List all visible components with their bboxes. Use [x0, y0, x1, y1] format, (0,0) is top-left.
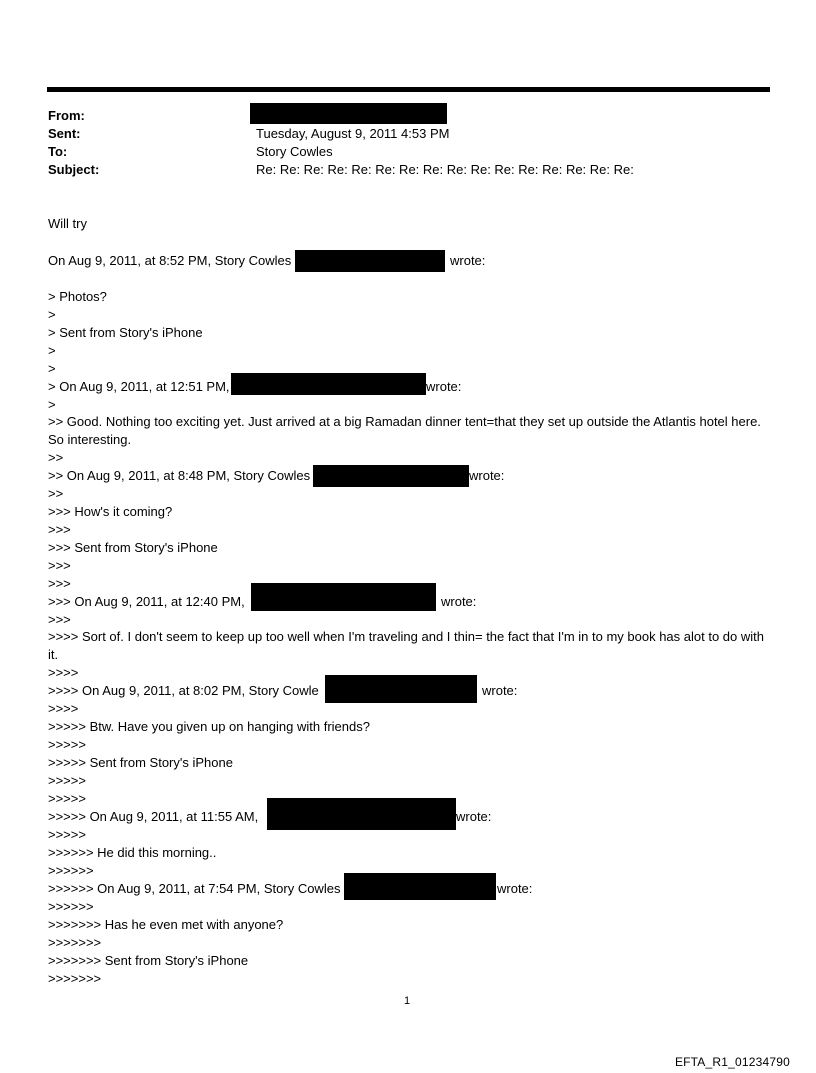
body-line: > On Aug 9, 2011, at 12:51 PM,	[48, 379, 230, 394]
body-line: >>>>>>> Has he even met with anyone?	[48, 917, 284, 932]
body-line: Will try	[48, 216, 87, 231]
redaction-email	[231, 373, 426, 395]
body-line: >> On Aug 9, 2011, at 8:48 PM, Story Cowles	[48, 468, 311, 483]
body-line: >>> On Aug 9, 2011, at 12:40 PM,	[48, 594, 245, 609]
sent-label: Sent:	[48, 126, 81, 141]
body-line: >>> Sent from Story's iPhone	[48, 540, 218, 555]
body-line: >>>>>> He did this morning..	[48, 845, 217, 860]
sent-value: Tuesday, August 9, 2011 4:53 PM	[256, 126, 450, 141]
body-line: >>>>>	[48, 791, 86, 806]
body-line: >>>>>>> Sent from Story's iPhone	[48, 953, 249, 968]
body-line: >>>>	[48, 701, 79, 716]
body-line-wrote: wrote:	[482, 683, 518, 698]
body-line-wrote: wrote:	[441, 594, 477, 609]
body-line-wrote: wrote:	[497, 881, 533, 896]
body-line: >>	[48, 450, 64, 465]
redaction-email	[295, 250, 445, 272]
body-line: >>	[48, 486, 64, 501]
body-line: >>>	[48, 558, 71, 573]
body-line: >	[48, 397, 56, 412]
body-line: >	[48, 343, 56, 358]
body-line: >>>>>>>	[48, 971, 102, 986]
body-line-wrote: wrote:	[456, 809, 492, 824]
body-line: >>>>>	[48, 773, 86, 788]
body-line: >	[48, 307, 56, 322]
body-line: >>> How's it coming?	[48, 504, 173, 519]
redaction-email	[251, 583, 436, 611]
body-line: >>>>>> On Aug 9, 2011, at 7:54 PM, Story Cowles	[48, 881, 341, 896]
body-line: >>>>> Btw. Have you given up on hanging with friends?	[48, 719, 370, 734]
to-value: Story Cowles	[256, 144, 333, 159]
body-line: >>>>>>>	[48, 935, 102, 950]
header-rule	[47, 87, 770, 92]
body-line-wrote: wrote:	[450, 253, 486, 268]
body-line: >>>>>>	[48, 863, 94, 878]
bates-number: EFTA_R1_01234790	[674, 1055, 790, 1069]
subject-value: Re: Re: Re: Re: Re: Re: Re: Re: Re: Re: Re: Re: Re: Re: Re: Re:	[256, 162, 634, 177]
subject-label: Subject:	[48, 162, 100, 177]
body-line: >>>> On Aug 9, 2011, at 8:02 PM, Story Cowle	[48, 683, 319, 698]
body-line: >>>>> Sent from Story's iPhone	[48, 755, 233, 770]
body-paragraph: >> Good. Nothing too exciting yet. Just arrived at a big Ramadan dinner tent=that they set up outside the Atlantis hotel here. So interesting.	[48, 414, 761, 447]
body-line: On Aug 9, 2011, at 8:52 PM, Story Cowles	[48, 253, 292, 268]
body-line-wrote: wrote:	[469, 468, 505, 483]
redaction-email	[267, 798, 456, 830]
redaction-from	[250, 103, 447, 124]
body-line: >>>	[48, 576, 71, 591]
body-line: >>>>	[48, 665, 79, 680]
body-line: >>>>> On Aug 9, 2011, at 11:55 AM,	[48, 809, 259, 824]
body-line-wrote: wrote:	[426, 379, 462, 394]
body-line: >	[48, 361, 56, 376]
body-line: > Photos?	[48, 289, 107, 304]
redaction-email	[325, 675, 477, 703]
body-line: >>>>>	[48, 737, 86, 752]
body-line: >>>>>>	[48, 899, 94, 914]
redaction-email	[313, 465, 469, 487]
redaction-email	[344, 873, 496, 900]
body-line: >>>	[48, 522, 71, 537]
page-number: 1	[404, 995, 411, 1007]
from-label: From:	[48, 108, 85, 123]
body-line: > Sent from Story's iPhone	[48, 325, 203, 340]
body-paragraph: >>>> Sort of. I don't seem to keep up too well when I'm traveling and I thin= the fact that I'm in to my book has alot to do with it.	[48, 629, 764, 662]
to-label: To:	[48, 144, 68, 159]
body-line: >>>>>	[48, 827, 86, 842]
body-line: >>>	[48, 612, 71, 627]
